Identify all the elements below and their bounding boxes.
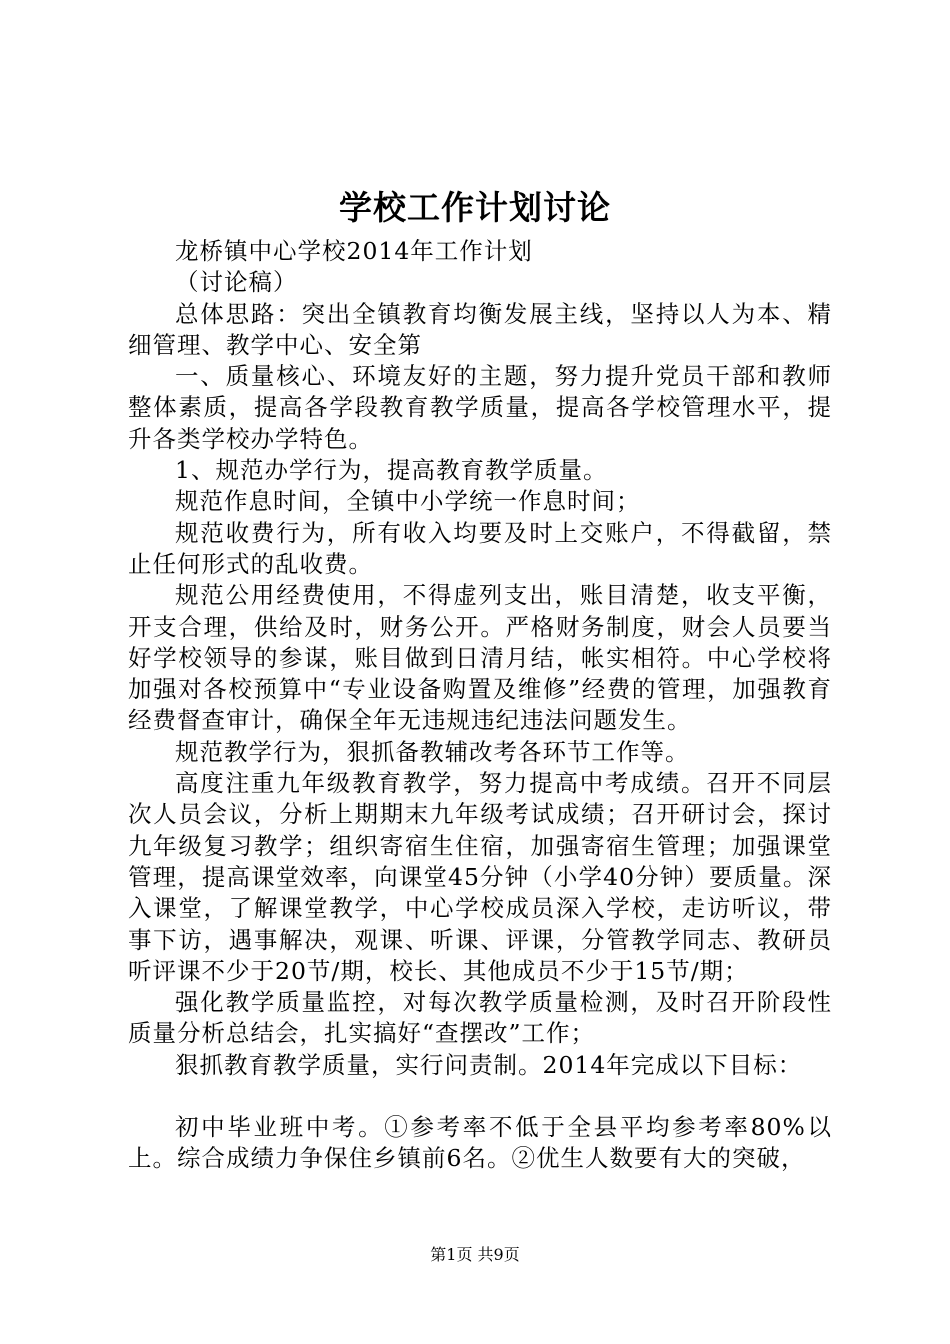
paragraph-teaching-conduct: 规范教学行为，狠抓备教辅改考各环节工作等。: [175, 737, 690, 766]
paragraph-exam-targets: 初中毕业班中考。①参考率不低于全县平均参考率80%以上。综合成绩力争保住乡镇前6名。②优生人数要有大的突破，: [128, 1113, 832, 1173]
paragraph-schedule: 规范作息时间，全镇中小学统一作息时间；: [175, 487, 641, 516]
document-body: [128, 236, 832, 1175]
paragraph-accountability: 狠抓教育教学质量，实行问责制。2014年完成以下目标：: [175, 1050, 803, 1079]
paragraph-section-1: 1、规范办学行为，提高教育教学质量。: [175, 456, 608, 485]
document-title: 学校工作计划讨论: [339, 188, 611, 227]
paragraph-quality-monitoring: 强化教学质量监控，对每次教学质量检测，及时召开阶段性质量分析总结会，扎实搞好“查摆改”工作；: [128, 988, 832, 1048]
paragraph-overall-idea: 总体思路：突出全镇教育均衡发展主线，坚持以人为本、精细管理、教学中心、安全第: [128, 299, 832, 359]
paragraph-grade-nine: 高度注重九年级教育教学，努力提高中考成绩。召开不同层次人员会议，分析上期期末九年级考试成绩；召开研讨会，探讨九年级复习教学；组织寄宿生住宿，加强寄宿生管理；加强课堂管理，提高课堂效率，向课堂45分钟（小学40分钟）要质量。深入课堂，了解课堂教学，中心学校成员深入学校，走访听议，带事下访，遇事解决，观课、听课、评课，分管教学同志、教研员听评课不少于20节/期，校长、其他成员不少于15节/期；: [128, 769, 832, 985]
paragraph-draft-note: （讨论稿）: [175, 268, 298, 297]
paragraph-heading: 龙桥镇中心学校2014年工作计划: [175, 237, 533, 265]
paragraph-funds: 规范公用经费使用，不得虚列支出，账目清楚，收支平衡，开支合理，供给及时，财务公开。严格财务制度，财会人员要当好学校领导的参谋，账目做到日清月结，帐实相符。中心学校将加强对各校预算中“专业设备购置及维修”经费的管理，加强教育经费督查审计，确保全年无违规违纪违法问题发生。: [128, 581, 832, 735]
paragraph-quality-core: 一、质量核心、环境友好的主题，努力提升党员干部和教师整体素质，提高各学段教育教学质量，提高各学校管理水平，提升各类学校办学特色。: [128, 362, 832, 453]
page-footer: 第1页 共9页: [430, 1245, 520, 1264]
paragraph-fees: 规范收费行为，所有收入均要及时上交账户，不得截留，禁止任何形式的乱收费。: [128, 518, 832, 578]
